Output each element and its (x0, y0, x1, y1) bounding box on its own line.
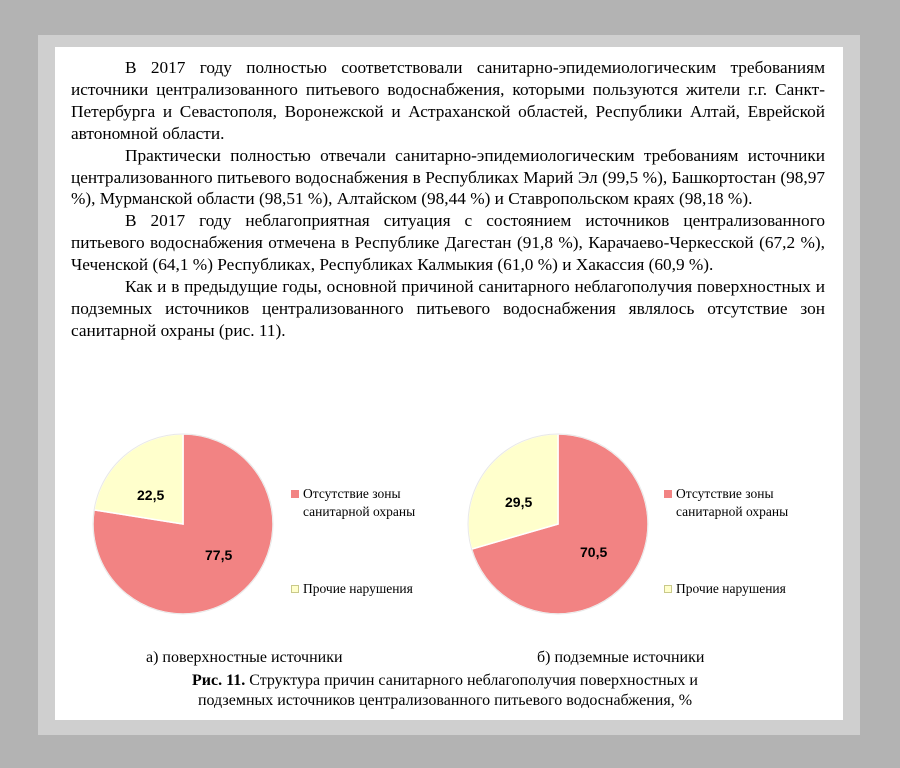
legend-swatch-yellow-icon (664, 585, 672, 593)
legend-swatch-red-icon (291, 490, 299, 498)
legend-label: санитарной охраны (303, 504, 416, 519)
paragraph-4: Как и в предыдущие годы, основной причиной санитарного неблагополучия поверхностных и подземных источников централизованного питьевого водоснабжения являлось отсутствие зон санитарной охраны (рис. 11). (71, 277, 825, 340)
figure-caption-line-2: подземных источников централизованного питьевого водоснабжения, % (197, 692, 693, 709)
pie-chart-ground (468, 434, 648, 614)
paragraph-1: В 2017 году полностью соответствовали санитарно-эпидемиологическим требованиям источники централизованного питьевого водоснабжения, которыми пользуются жители г.г. Санкт-Петербурга и Севастополя, Воронежской и Астраханской областей, Республики Алтай, Еврейской автономной области. (71, 58, 825, 143)
legend-label: Прочие нарушения (676, 581, 786, 596)
legend-label: Прочие нарушения (303, 581, 413, 596)
legend-swatch-yellow-icon (291, 585, 299, 593)
caption-ground: б) подземные источники (537, 649, 705, 666)
pie-slice (94, 434, 183, 524)
legend-label: Отсутствие зоны (303, 486, 401, 501)
pie-data-label: 29,5 (505, 494, 533, 510)
legend-swatch-red-icon (664, 490, 672, 498)
body-text (71, 57, 825, 342)
pie-chart-surface (93, 434, 273, 614)
figure-caption (125, 671, 765, 711)
figure-label: Рис. 11. (192, 672, 246, 689)
pie-charts-svg (55, 427, 843, 677)
pie-data-label: 70,5 (580, 544, 608, 560)
legend-item-other-a (291, 580, 413, 598)
paragraph-3: В 2017 году неблагоприятная ситуация с состоянием источников централизованного питьевого водоснабжения отмечена в Республике Дагестан (91,8 %), Карачаево-Черкесской (67,2 %), Чеченской (64,1 %) Республиках, Республиках Калмыкия (61,0 %) и Хакассия (60,9 %). (71, 211, 825, 275)
document-page (55, 47, 843, 720)
legend-item-no-zone-a (291, 485, 415, 521)
pie-data-label: 77,5 (205, 547, 233, 563)
pie-data-label: 22,5 (137, 487, 165, 503)
legend-label: санитарной охраны (676, 504, 789, 519)
paragraph-2: Практически полностью отвечали санитарно-эпидемиологическим требованиям источники централизованного питьевого водоснабжения в Республиках Марий Эл (99,5 %), Башкортостан (98,97 %), Мурманской области (98,51 %), Алтайском (98,44 %) и Ставропольском краях (98,18 %). (71, 145, 825, 209)
figure-11 (55, 427, 843, 677)
caption-surface: а) поверхностные источники (146, 649, 343, 666)
legend-item-no-zone-b (664, 485, 788, 521)
legend-label: Отсутствие зоны (676, 486, 774, 501)
legend-item-other-b (664, 580, 786, 598)
figure-caption-line-1: Структура причин санитарного неблагополучия поверхностных и (245, 672, 698, 689)
